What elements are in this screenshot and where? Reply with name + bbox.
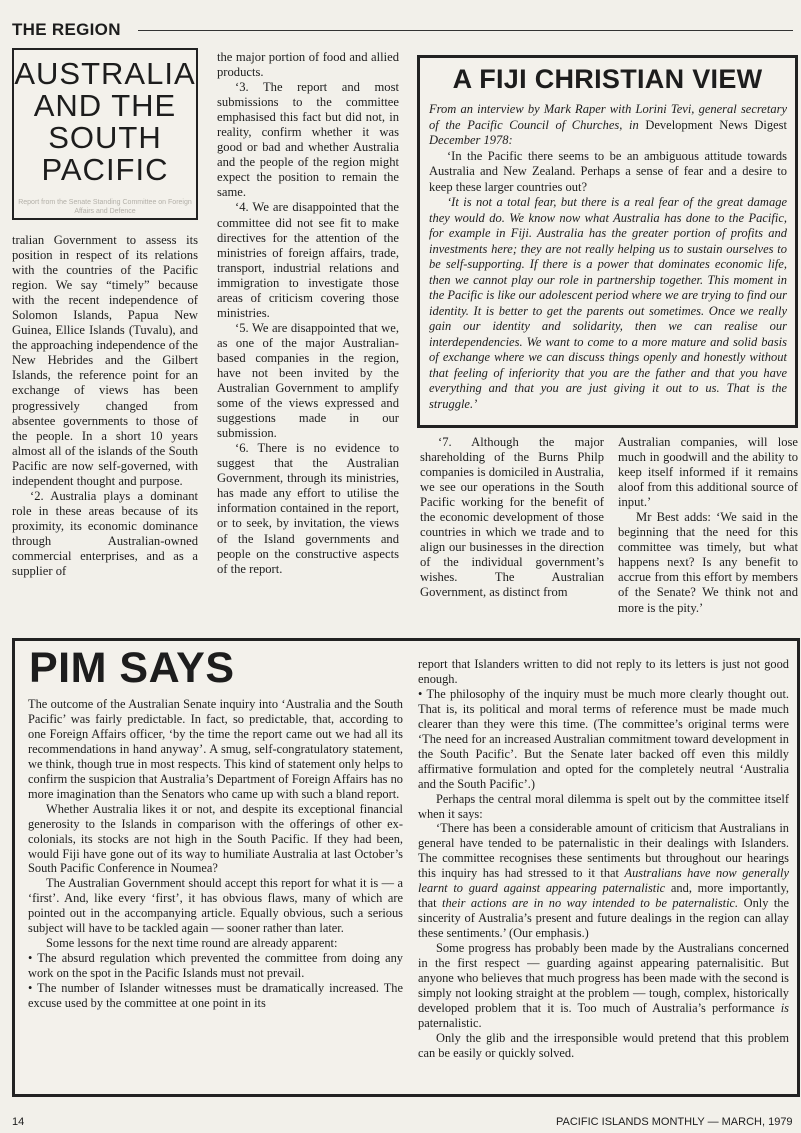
paragraph: ‘4. We are disappointed that the committee did not see fit to make directives for the attention of the ministries of foreign affairs, trade, transport, industrial relations and immigration to investigate those areas of criticism covering those ministries.	[217, 200, 399, 320]
paragraph: the major portion of food and allied products.	[217, 50, 399, 80]
paragraph: ‘6. There is no evidence to suggest that the Australian Government, through its ministries, has made any effort to utilise the information contained in the report, or to seek, by invitation, the views of the Island governments and people on the constructive aspects of the report.	[217, 441, 399, 576]
logo-title-line: AND THE	[33, 88, 177, 123]
paragraph: The Australian Government should accept this report for what it is — a ‘first’. And, like every ‘first’, it has obvious flaws, many of which are pointed out in the accompanying article. Equally obvious, such a serious subject will have to be tackled again — sooner rather than later.	[28, 876, 403, 936]
pim-right-column	[418, 657, 789, 1061]
paragraph: ‘5. We are disappointed that we, as one of the major Australian-based companies in the region, have not been invited by the Australian Government to amplify some of the views expressed and suggestions made in our submission.	[217, 320, 399, 441]
quote-text: and, more importantly, that	[418, 881, 789, 911]
paragraph: Only the glib and the irresponsible would pretend that this problem can be easily or quickly solved.	[418, 1030, 789, 1060]
intro-italic: December 1978:	[429, 133, 513, 147]
pim-says-title: PIM SAYS	[29, 644, 235, 692]
paragraph: Whether Australia likes it or not, and despite its exceptional financial generosity to the Islands in comparison with the offerings of other ex-colonials, its stocks are not high in the South Pacific. If they had been, would Fiji have gone out of its way to humiliate Australia at last October’s South Pacific Conference in Noumea?	[28, 801, 403, 876]
bullet-item: • The number of Islander witnesses must be dramatically increased. The excuse used by the committee at one point in its	[28, 981, 403, 1011]
header-rule	[138, 30, 793, 31]
article-column-4	[618, 435, 798, 616]
fiji-christian-view-box	[417, 55, 798, 428]
paragraph	[418, 941, 789, 1031]
logo-title-line: AUSTRALIA	[14, 56, 196, 91]
paragraph: The outcome of the Australian Senate inquiry into ‘Australia and the South Pacific’ was fairly predictable. In fact, so predictable, that, according to one Foreign Affairs officer, ‘by the time the report came out we had all its recommendations in hand anyway’. A smug, self-congratulatory statement, we think, though true in most respects. This kind of statement only helps to confirm the suspicion that Australia’s Department of Foreign Affairs has no more imagination than the Senators who came up with such a bland report.	[28, 697, 403, 801]
paragraph-emphasis: is	[780, 1000, 789, 1015]
pim-says-editorial	[12, 638, 800, 1097]
fiji-answer: ‘It is not a total fear, but there is a real fear of the great damage they would do. We know now what Australia has done to the Pacific, for example in Fiji. Australia has the greater portion of profits and investments here; they are not really helping us to sustain ourselves to be self-supporting. If there is a power that dominates economic life, then we cannot play our role in partnership together. This moment in the Pacific is like our adolescent period where we are trying to find our identity. It is better to get the parents out sometimes. Once we really gain our identity and solidarity, then we can realise our interdependencies. We want to come to a more mature and solid basis of exchange where we can discuss things openly and honestly without that feeling of inferiority that you are the father and that you have everything and that you are just giving it out to us. That is the struggle.’	[429, 195, 787, 411]
publication-footer: PACIFIC ISLANDS MONTHLY — MARCH, 1979	[556, 1116, 793, 1128]
article-column-1	[12, 233, 198, 579]
fiji-intro	[429, 102, 787, 149]
paragraph: ‘3. The report and most submissions to the committee emphasised this fact but did not, in reality, confirm whether it was good or bad and whether Australia and the people of the region might expect the position to remain the same.	[217, 80, 399, 200]
logo-title-line: SOUTH	[48, 120, 162, 155]
intro-roman: Development News Digest	[638, 117, 787, 132]
fiji-box-body	[429, 102, 787, 412]
article-column-3	[420, 435, 604, 601]
section-title: THE REGION	[12, 20, 121, 39]
logo-title-line: PACIFIC	[41, 152, 169, 187]
paragraph: ‘7. Although the major shareholding of the Burns Philp companies is domiciled in Australia, we see our operations in the South Pacific working for the benefit of the economic development of those countries in which we trade and to align our businesses in the direction of the individual government’s wishes. The Australian Government, as distinct from	[420, 435, 604, 600]
paragraph: Some lessons for the next time round are already apparent:	[46, 936, 338, 951]
fiji-question: ‘In the Pacific there seems to be an ambiguous attitude towards Australia and New Zealand. Perhaps a sense of fear and a desire to keep these larger countries out?	[429, 148, 787, 194]
quote-emphasis: their actions are in no way intended to be paternalistic.	[442, 896, 739, 911]
bullet-item: • The absurd regulation which prevented the committee from doing any work on the spot in the Pacific Islands must not prevail.	[28, 951, 403, 981]
logo-title	[14, 58, 196, 186]
committee-quote	[418, 821, 789, 941]
paragraph: Australian companies, will lose much in goodwill and the ability to keep itself informed if it remains aloof from this additional source of input.’	[618, 435, 798, 510]
bullet-item: • The philosophy of the inquiry must be much more clearly thought out. That is, its political and moral terms of reference must be made much clearer than they were this time. (The committee’s original terms were ‘The need for an increased Australian commitment toward development in the South Pacific’. But the Senate later backed off even this mildly affirmative formulation and opted for the completely neutral ‘Australia and the South Pacific’.)	[418, 686, 789, 791]
report-logo	[12, 48, 198, 220]
paragraph: Mr Best adds: ‘We said in the beginning that the need for this committee was timely, but what happens next? Is any benefit to accrue from this effort by members of the Senate? We think not and more is the pity.’	[618, 510, 798, 615]
intro-italic: From an interview by Mark Raper with Lorini Tevi, general secretary of the Pacific Council of Churches, in	[429, 102, 787, 132]
quote-text: Only the sincerity of Australia’s present and future dealings in the region can allay these sentiments.’ (Our emphasis.)	[418, 896, 789, 941]
logo-subtitle: Report from the Senate Standing Committee on Foreign Affairs and Defence	[18, 199, 192, 215]
paragraph: tralian Government to assess its position in respect of its relations with the countries of the Pacific region. We say “timely” because with the recent independence of Solomon Islands, Papua New Guinea, Ellice Islands (Tuvalu), and the approaching independence of the New Hebrides and the Gilbert Islands, the reference point for an exchange of views has been progressively changed from absentee governments to those of the people. In a short 10 years almost all of the islands of the South Pacific are now self-governed, with independent thought and purpose.	[12, 233, 198, 488]
paragraph: Perhaps the central moral dilemma is spelt out by the committee itself when it says:	[418, 791, 789, 821]
fiji-box-title: A FIJI CHRISTIAN VIEW	[452, 64, 763, 94]
paragraph: report that Islanders written to did not reply to its letters is just not good enough.	[418, 657, 789, 686]
pim-left-column	[28, 697, 403, 1011]
article-column-2	[217, 50, 399, 577]
page-number: 14	[12, 1116, 25, 1128]
quote-emphasis: Australians have now generally learnt to guard against appearing paternalistic	[418, 866, 790, 896]
quote-text: ‘There has been a considerable amount of criticism that Australians in general have tended to be paternalistic in their dealings with Islanders. The committee recognises these sentiments but throughout our hearings this inquiry has had stressed to it that	[418, 821, 789, 881]
paragraph: ‘2. Australia plays a dominant role in these areas because of its proximity, its economic dominance through Australian-owned commercial enterprises, and as a supplier of	[12, 488, 198, 579]
paragraph-text: Some progress has probably been made by the Australians concerned in the first respect — guarding against appearing paternalisitic. But anyone who believes that much progress has been made with the second is simply not looking straight at the problem — tough, complex, historically developed problem that it is. Too much of Australia’s performance	[418, 941, 789, 1015]
paragraph-text: paternalistic.	[418, 1015, 482, 1030]
